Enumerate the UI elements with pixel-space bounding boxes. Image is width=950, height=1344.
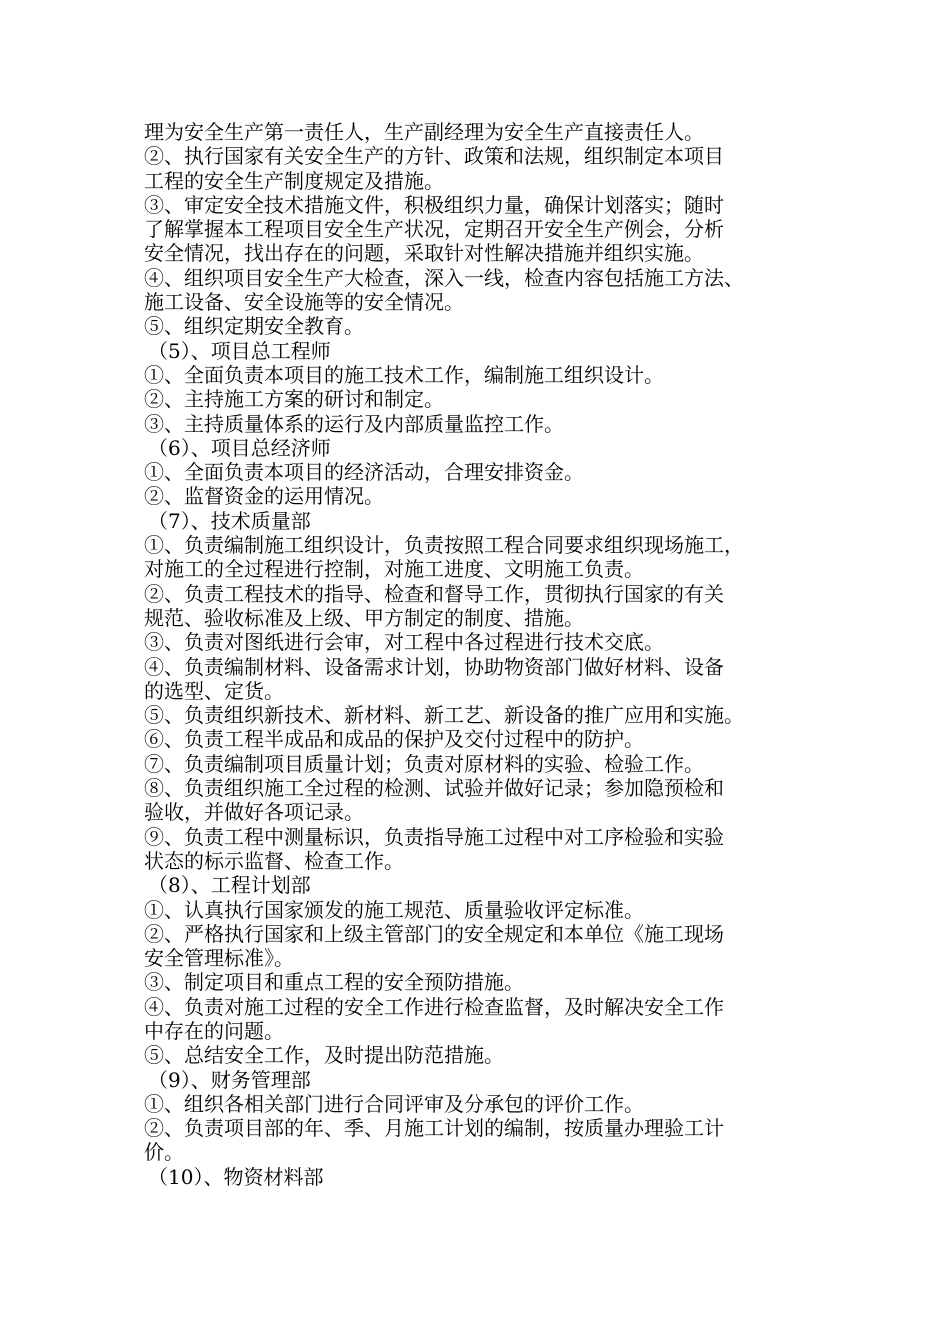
text-line: ②、监督资金的运用情况。 bbox=[144, 484, 384, 509]
text-line: 状态的标示监督、检查工作。 bbox=[144, 848, 404, 873]
text-line: ③、主持质量体系的运行及内部质量监控工作。 bbox=[144, 411, 564, 436]
text-line: 对施工的全过程进行控制，对施工进度、文明施工负责。 bbox=[144, 557, 644, 582]
text-line: ②、执行国家有关安全生产的方针、政策和法规，组织制定本项目 bbox=[144, 144, 724, 169]
text-line: ⑦、负责编制项目质量计划；负责对原材料的实验、检验工作。 bbox=[144, 751, 704, 776]
text-line: 规范、验收标准及上级、甲方制定的制度、措施。 bbox=[144, 605, 584, 630]
text-line: ②、严格执行国家和上级主管部门的安全规定和本单位《施工现场 bbox=[144, 921, 724, 946]
text-line: ④、组织项目安全生产大检查，深入一线，检查内容包括施工方法、 bbox=[144, 265, 744, 290]
text-line: 的选型、定货。 bbox=[144, 678, 284, 703]
text-line: ③、制定项目和重点工程的安全预防措施。 bbox=[144, 970, 524, 995]
text-line: 工程的安全生产制度规定及措施。 bbox=[144, 168, 444, 193]
text-line: ②、主持施工方案的研讨和制定。 bbox=[144, 387, 444, 412]
text-line: 安全管理标准》。 bbox=[144, 946, 294, 971]
text-line: ①、全面负责本项目的施工技术工作，编制施工组织设计。 bbox=[144, 362, 664, 387]
document-body bbox=[144, 120, 834, 1189]
text-line: ①、认真执行国家颁发的施工规范、质量验收评定标准。 bbox=[144, 897, 644, 922]
text-line: ①、全面负责本项目的经济活动，合理安排资金。 bbox=[144, 460, 584, 485]
text-line: ④、负责对施工过程的安全工作进行检查监督，及时解决安全工作 bbox=[144, 994, 724, 1019]
text-line: ③、审定安全技术措施文件，积极组织力量，确保计划落实；随时 bbox=[144, 192, 724, 217]
section-heading: （5）、项目总工程师 bbox=[148, 338, 331, 363]
text-line: ⑤、负责组织新技术、新材料、新工艺、新设备的推广应用和实施。 bbox=[144, 703, 744, 728]
section-heading: （10）、物资材料部 bbox=[148, 1164, 324, 1189]
text-line: ⑨、负责工程中测量标识，负责指导施工过程中对工序检验和实验 bbox=[144, 824, 724, 849]
text-line: ⑤、组织定期安全教育。 bbox=[144, 314, 364, 339]
text-line: ⑧、负责组织施工全过程的检测、试验并做好记录；参加隐预检和 bbox=[144, 776, 724, 801]
text-line: ③、负责对图纸进行会审，对工程中各过程进行技术交底。 bbox=[144, 630, 664, 655]
text-line: ⑤、总结安全工作，及时提出防范措施。 bbox=[144, 1043, 504, 1068]
text-line: ⑥、负责工程半成品和成品的保护及交付过程中的防护。 bbox=[144, 727, 644, 752]
text-line: 验收，并做好各项记录。 bbox=[144, 800, 364, 825]
text-line: ①、负责编制施工组织设计，负责按照工程合同要求组织现场施工， bbox=[144, 533, 744, 558]
text-line: 安全情况，找出存在的问题，采取针对性解决措施并组织实施。 bbox=[144, 241, 704, 266]
section-heading: （9）、财务管理部 bbox=[148, 1067, 311, 1092]
text-line: 理为安全生产第一责任人，生产副经理为安全生产直接责任人。 bbox=[144, 120, 704, 144]
text-line: ④、负责编制材料、设备需求计划，协助物资部门做好材料、设备 bbox=[144, 654, 724, 679]
text-line: 中存在的问题。 bbox=[144, 1018, 284, 1043]
text-line: 了解掌握本工程项目安全生产状况，定期召开安全生产例会，分析 bbox=[144, 217, 724, 242]
text-line: 施工设备、安全设施等的安全情况。 bbox=[144, 290, 464, 315]
text-line: 价。 bbox=[144, 1140, 184, 1165]
text-line: ②、负责工程技术的指导、检查和督导工作，贯彻执行国家的有关 bbox=[144, 581, 724, 606]
text-line: ②、负责项目部的年、季、月施工计划的编制，按质量办理验工计 bbox=[144, 1116, 724, 1141]
text-line: ①、组织各相关部门进行合同评审及分承包的评价工作。 bbox=[144, 1091, 644, 1116]
section-heading: （8）、工程计划部 bbox=[148, 873, 311, 898]
section-heading: （6）、项目总经济师 bbox=[148, 435, 331, 460]
section-heading: （7）、技术质量部 bbox=[148, 508, 311, 533]
